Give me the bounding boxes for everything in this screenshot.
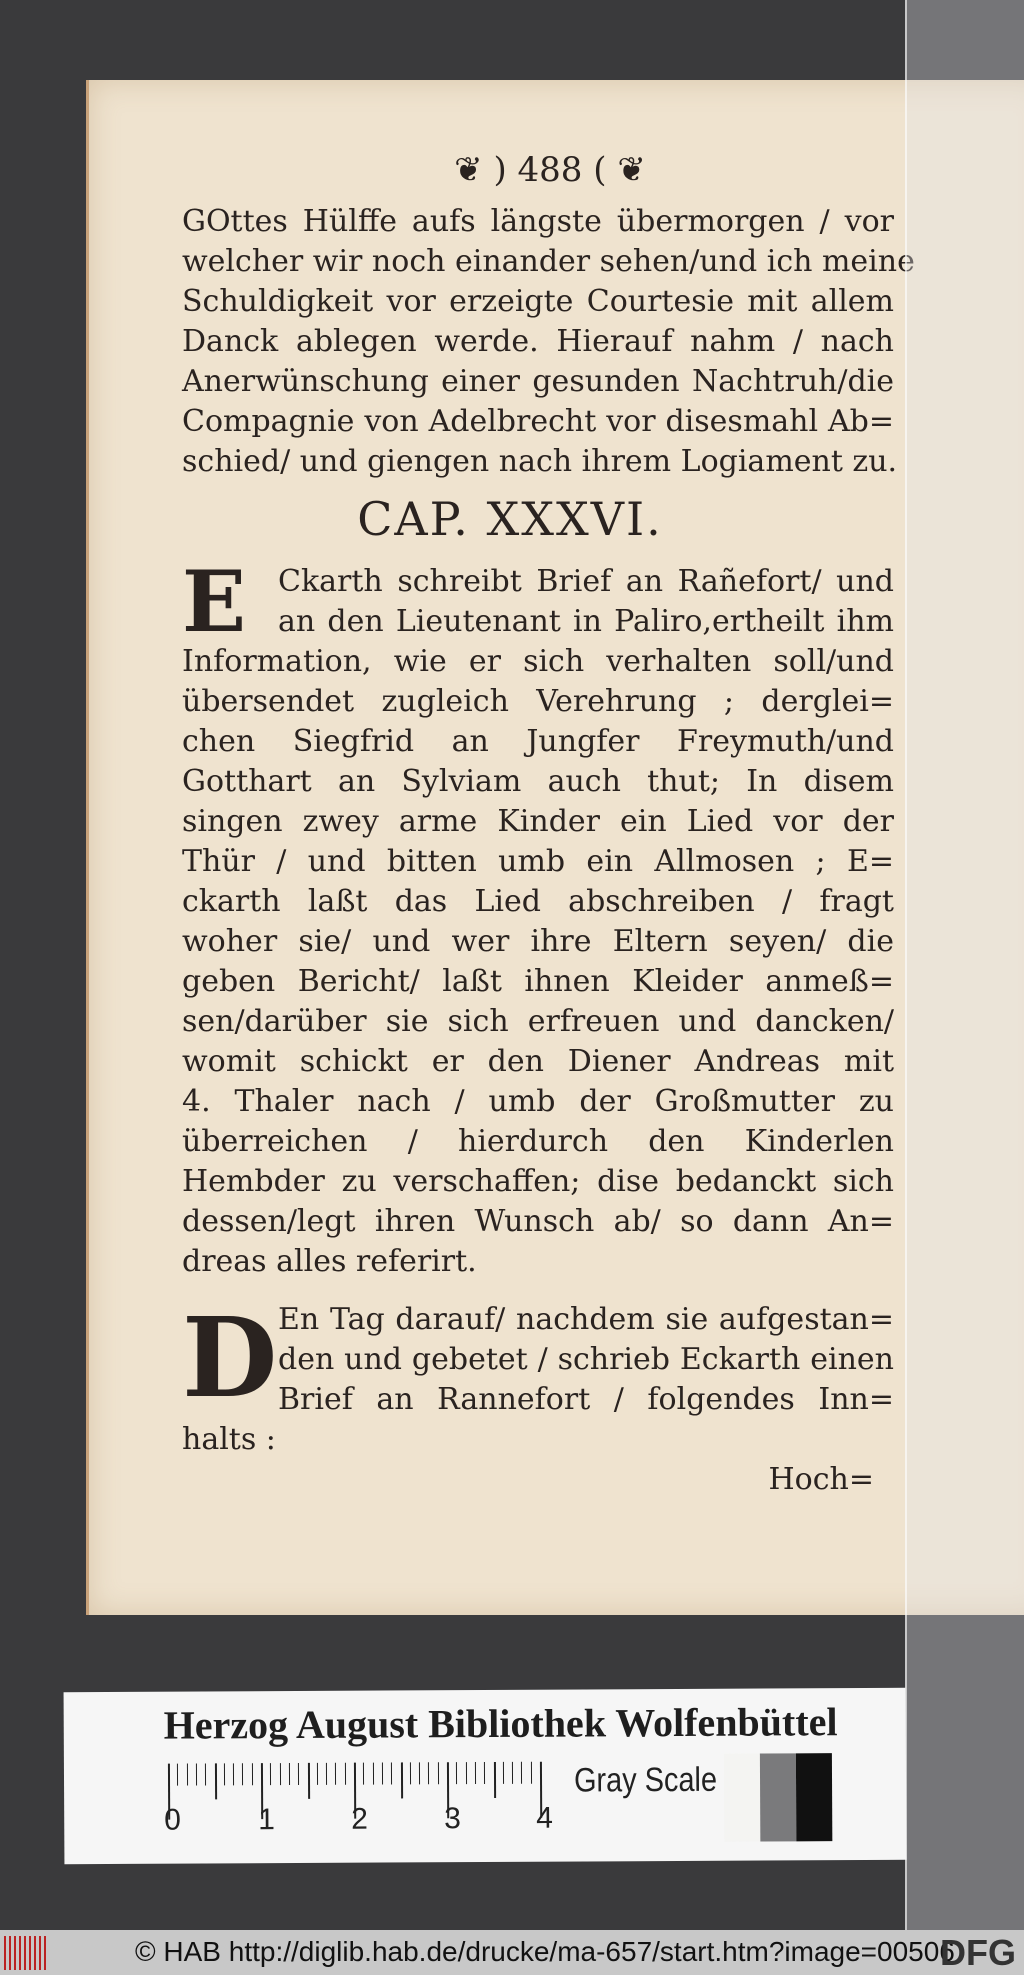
text-line: halts : xyxy=(182,1422,276,1457)
text-line: dreas alles referirt. xyxy=(182,1244,477,1279)
ruler-tick xyxy=(298,1763,299,1785)
ruler-tick xyxy=(307,1763,309,1799)
color-reference-card xyxy=(64,1688,907,1864)
text-line: Gotthart an Sylviam auch thut; In disem xyxy=(182,764,894,799)
text-line: Ckarth schreibt Brief an Rañefort/ und xyxy=(278,564,894,599)
ruler-tick xyxy=(335,1763,336,1785)
text-line: sen/darüber sie sich erfreuen und dancken/ xyxy=(182,1004,894,1039)
ruler-number: 2 xyxy=(351,1802,368,1836)
ruler-tick xyxy=(503,1762,504,1784)
ruler-tick xyxy=(438,1762,439,1784)
ruler-tick xyxy=(345,1763,346,1785)
text-line: Schuldigkeit vor erzeigte Courtesie mit allem xyxy=(182,284,894,319)
ruler-tick xyxy=(224,1763,225,1785)
text-line: Information, wie er sich verhalten soll/und xyxy=(182,644,894,679)
text-line: 4. Thaler nach / umb der Großmutter zu xyxy=(182,1084,894,1119)
text-line: geben Bericht/ laßt ihnen Kleider anmeß= xyxy=(182,964,894,999)
text-line: ckarth laßt das Lied abschreiben / fragt xyxy=(182,884,894,919)
ruler-tick xyxy=(410,1762,411,1784)
white-swatch xyxy=(724,1754,760,1842)
text-line: den und gebetet / schrieb Eckarth einen xyxy=(278,1342,894,1377)
ruler-tick xyxy=(252,1763,253,1785)
ruler-tick xyxy=(521,1762,522,1784)
ruler-tick xyxy=(456,1762,457,1784)
ruler-tick xyxy=(317,1763,318,1785)
ruler-number: 0 xyxy=(164,1803,182,1837)
black-swatch xyxy=(796,1753,832,1841)
text-line: woher sie/ und wer ihre Eltern seyen/ die xyxy=(182,924,894,959)
ruler-tick xyxy=(419,1762,420,1784)
text-line: Brief an Rannefort / folgendes Inn= xyxy=(278,1382,894,1417)
text-line: Anerwünschung einer gesunden Nachtruh/die xyxy=(182,364,894,399)
text-line: chen Siegfrid an Jungfer Freymuth/und xyxy=(182,724,894,759)
text-line: womit schickt er den Diener Andreas mit xyxy=(182,1044,894,1079)
ruler-tick xyxy=(205,1763,206,1785)
ruler-tick xyxy=(373,1763,374,1785)
text-line: welcher wir noch einander sehen/und ich meine xyxy=(182,244,915,279)
ruler-tick xyxy=(466,1762,467,1784)
text-line: überreichen / hierdurch den Kinderlen xyxy=(182,1124,894,1159)
library-name: Herzog August Bibliothek Wolfenbüttel xyxy=(163,1699,838,1748)
ruler-number: 1 xyxy=(258,1803,275,1837)
ruler-tick xyxy=(177,1764,178,1786)
text-line: Danck ablegen werde. Hierauf nahm / nach xyxy=(182,324,894,359)
text-line: Hembder zu verschaffen; dise bedanckt sich xyxy=(182,1164,894,1199)
ruler-number: 3 xyxy=(444,1802,461,1836)
ruler-tick xyxy=(428,1762,429,1784)
ruler-tick xyxy=(196,1764,197,1786)
paragraph-2 xyxy=(182,1293,894,1500)
text-line: übersendet zugleich Verehrung ; derglei= xyxy=(182,684,894,719)
text-line: singen zwey arme Kinder ein Lied vor der xyxy=(182,804,894,839)
copyright-link[interactable]: © HAB http://diglib.hab.de/drucke/ma-657/start.htm?image=00506 xyxy=(135,1936,955,1967)
ruler-tick xyxy=(289,1763,290,1785)
ruler-number: 4 xyxy=(536,1801,553,1835)
plastic-overlay xyxy=(905,0,1024,1930)
dfg-logo: DFG xyxy=(940,1932,1016,1973)
ruler-tick xyxy=(326,1763,327,1785)
text-line: GOttes Hülffe aufs längste übermorgen / vor xyxy=(182,204,894,239)
text-line: an den Lieutenant in Paliro,ertheilt ihm xyxy=(278,604,894,639)
ruler-tick xyxy=(475,1762,476,1784)
ruler-tick xyxy=(280,1763,281,1785)
ruler-tick xyxy=(391,1762,392,1784)
hab-logo-icon xyxy=(4,1936,46,1970)
ruler-tick xyxy=(233,1763,234,1785)
text-line: dessen/legt ihren Wunsch ab/ so dann An= xyxy=(182,1204,894,1239)
text-line: En Tag darauf/ nachdem sie aufgestan= xyxy=(278,1302,894,1337)
ruler-tick xyxy=(214,1763,216,1799)
ruler-tick xyxy=(363,1763,364,1785)
catchword: Hoch= xyxy=(768,1462,874,1497)
paragraph-1 xyxy=(182,202,915,482)
page-number-header: ❦ ) 488 ( ❦ xyxy=(454,150,646,190)
drop-cap: D xyxy=(182,1293,278,1422)
ruler-tick xyxy=(270,1763,271,1785)
ruler-tick xyxy=(531,1762,532,1784)
chapter-title: CAP. XXXVI. xyxy=(357,492,663,546)
text-line: Thür / und bitten umb ein Allmosen ; E= xyxy=(182,844,894,879)
drop-cap: E xyxy=(182,552,247,651)
ruler-tick xyxy=(484,1762,485,1784)
ruler-tick xyxy=(493,1762,495,1798)
text-line: schied/ und giengen nach ihrem Logiament zu. xyxy=(182,444,898,479)
gray-swatch xyxy=(760,1753,796,1841)
footer-bar xyxy=(0,1930,1024,1975)
ruler-tick xyxy=(242,1763,243,1785)
text-line: Compagnie von Adelbrecht vor disesmahl Ab= xyxy=(182,404,894,439)
ruler-tick xyxy=(512,1762,513,1784)
ruler-tick xyxy=(187,1764,188,1786)
gray-scale-label: Gray Scale xyxy=(573,1760,718,1800)
chapter-summary xyxy=(182,552,894,1282)
ruler-tick xyxy=(400,1762,402,1798)
ruler-tick xyxy=(382,1763,383,1785)
